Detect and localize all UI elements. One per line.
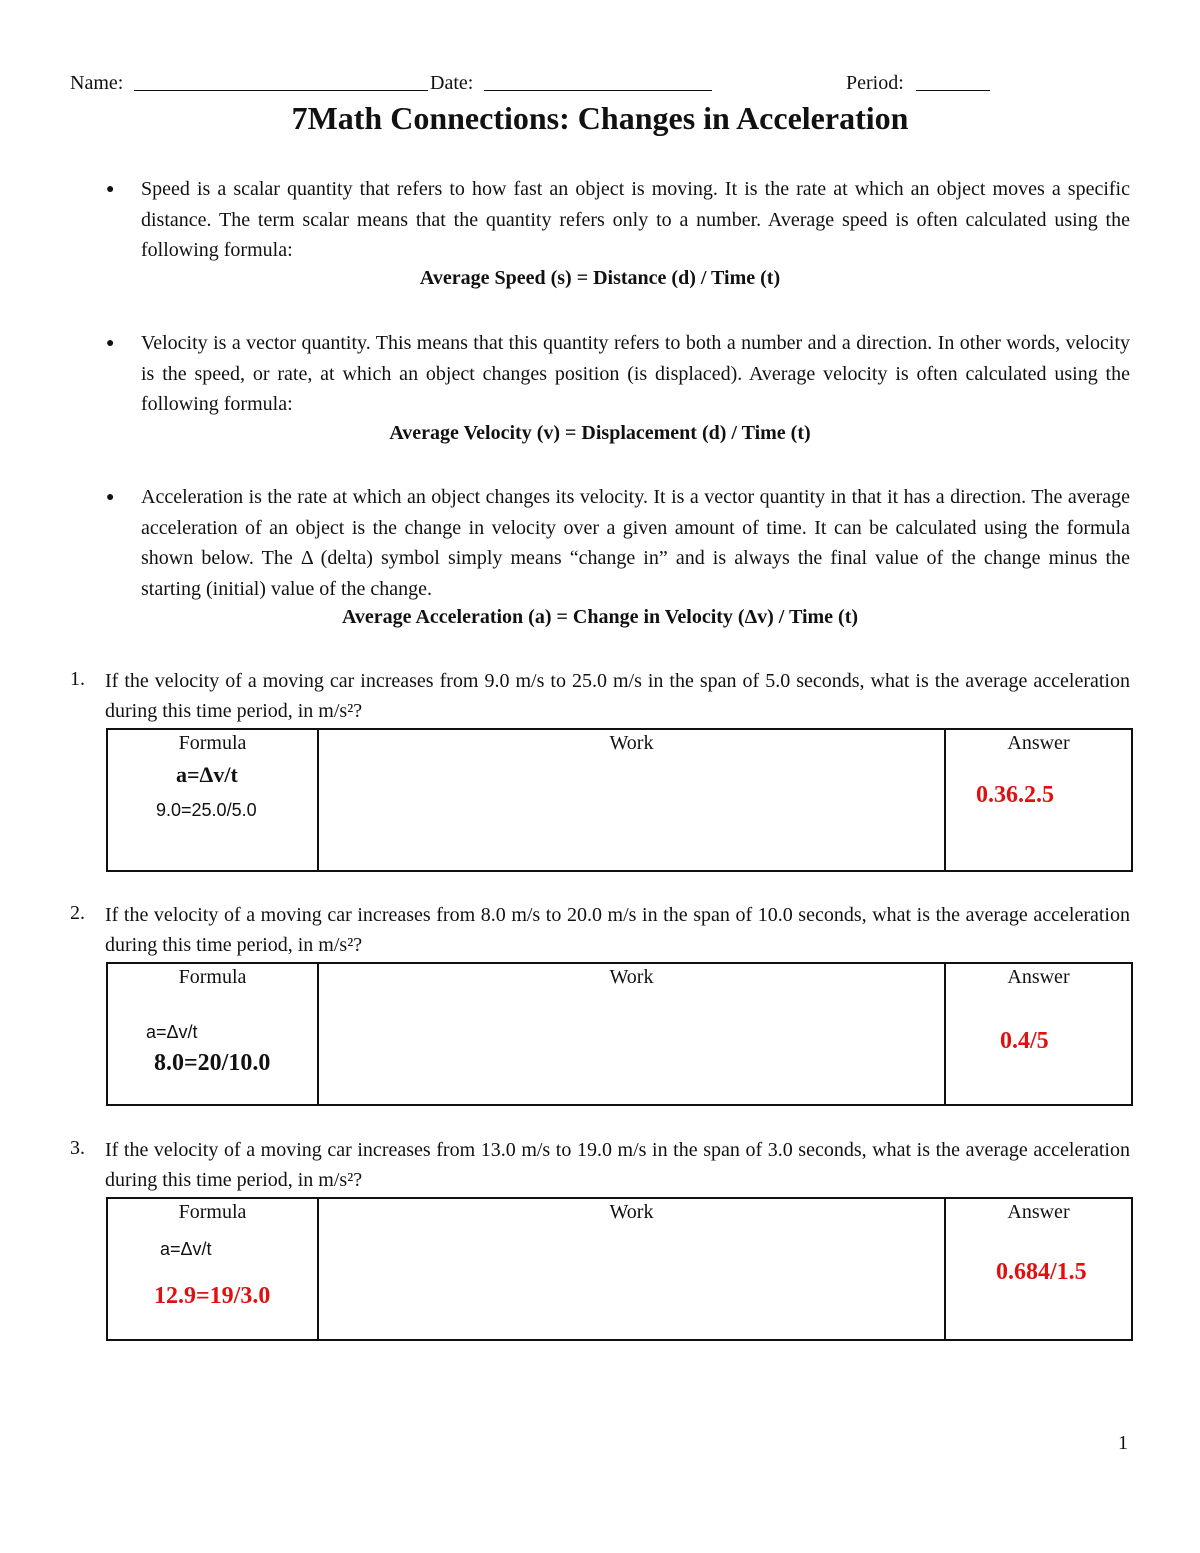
formula-line2: 12.9=19/3.0	[154, 1283, 271, 1309]
formula-line1: a=Δv/t	[176, 762, 238, 787]
answer-header: Answer	[1007, 1201, 1070, 1223]
bullet-icon: ●	[106, 182, 115, 197]
formula-line2: 8.0=20/10.0	[154, 1050, 271, 1076]
question-number: 2.	[70, 902, 85, 924]
formula-acceleration: Average Acceleration (a) = Change in Velocity (Δv) / Time (t)	[341, 606, 859, 628]
question-text: If the velocity of a moving car increases from 13.0 m/s to 19.0 m/s in the span of 3.0 seconds, what is the average acceleration during this time period, in m/s²?	[105, 1139, 1130, 1191]
answer-cell[interactable]	[945, 729, 1132, 871]
work-cell[interactable]	[318, 729, 945, 871]
formula-cell[interactable]	[107, 963, 318, 1105]
formula-header: Formula	[178, 732, 247, 754]
work-cell[interactable]	[318, 963, 945, 1105]
answer-value: 0.36.2.5	[976, 782, 1054, 808]
formula-header: Formula	[178, 966, 247, 988]
question-text: If the velocity of a moving car increases from 8.0 m/s to 20.0 m/s in the span of 10.0 seconds, what is the average acceleration during this time period, in m/s²?	[105, 904, 1130, 956]
formula-line1: a=Δv/t	[160, 1239, 212, 1259]
formula-cell[interactable]	[107, 1198, 318, 1340]
page-title: 7Math Connections: Changes in Acceleration	[291, 100, 909, 136]
answer-header: Answer	[1007, 732, 1070, 754]
formula-speed: Average Speed (s) = Distance (d) / Time (t)	[419, 267, 781, 289]
work-cell[interactable]	[318, 1198, 945, 1340]
bullet-speed-text: Speed is a scalar quantity that refers to how fast an object is moving. It is the rate at which an object moves a specific distance. The term scalar means that the quantity refers only to a number. Average speed is often calculated using the following formula:	[141, 178, 1130, 261]
formula-velocity: Average Velocity (v) = Displacement (d) / Time (t)	[389, 422, 811, 444]
name-label: Name:	[70, 72, 124, 94]
formula-line2: 9.0=25.0/5.0	[156, 800, 257, 820]
date-label: Date:	[430, 72, 474, 94]
formula-header: Formula	[178, 1201, 247, 1223]
work-header: Work	[609, 1201, 654, 1223]
bullet-velocity-text: Velocity is a vector quantity. This means that this quantity refers to both a number and a direction. In other words, velocity is the speed, or rate, at which an object changes position (is displaced). Average velocity is often calculated using the following formula:	[141, 332, 1130, 415]
work-header: Work	[609, 732, 654, 754]
question-text: If the velocity of a moving car increases from 9.0 m/s to 25.0 m/s in the span of 5.0 seconds, what is the average acceleration during this time period, in m/s²?	[105, 670, 1130, 722]
answer-value: 0.4/5	[1000, 1028, 1049, 1054]
answer-table	[106, 962, 1133, 1106]
work-header: Work	[609, 966, 654, 988]
question-number: 1.	[70, 668, 85, 690]
answer-header: Answer	[1007, 966, 1070, 988]
answer-value: 0.684/1.5	[996, 1259, 1087, 1285]
period-label: Period:	[846, 72, 904, 94]
bullet-acceleration-text: Acceleration is the rate at which an object changes its velocity. It is a vector quantity in that it has a direction. The average acceleration of an object is the change in velocity over a given amount of time. It can be calculated using the formula shown below. The Δ (delta) symbol simply means “change in” and is always the final value of the change minus the starting (initial) value of the change.	[141, 486, 1130, 600]
formula-line1: a=Δv/t	[146, 1022, 198, 1042]
bullet-icon: ●	[106, 336, 115, 351]
bullet-icon: ●	[106, 490, 115, 505]
answer-cell[interactable]	[945, 963, 1132, 1105]
answer-table	[106, 728, 1133, 872]
formula-cell[interactable]	[107, 729, 318, 871]
answer-table	[106, 1197, 1133, 1341]
answer-cell[interactable]	[945, 1198, 1132, 1340]
page-number: 1	[1118, 1432, 1128, 1454]
question-number: 3.	[70, 1137, 85, 1159]
